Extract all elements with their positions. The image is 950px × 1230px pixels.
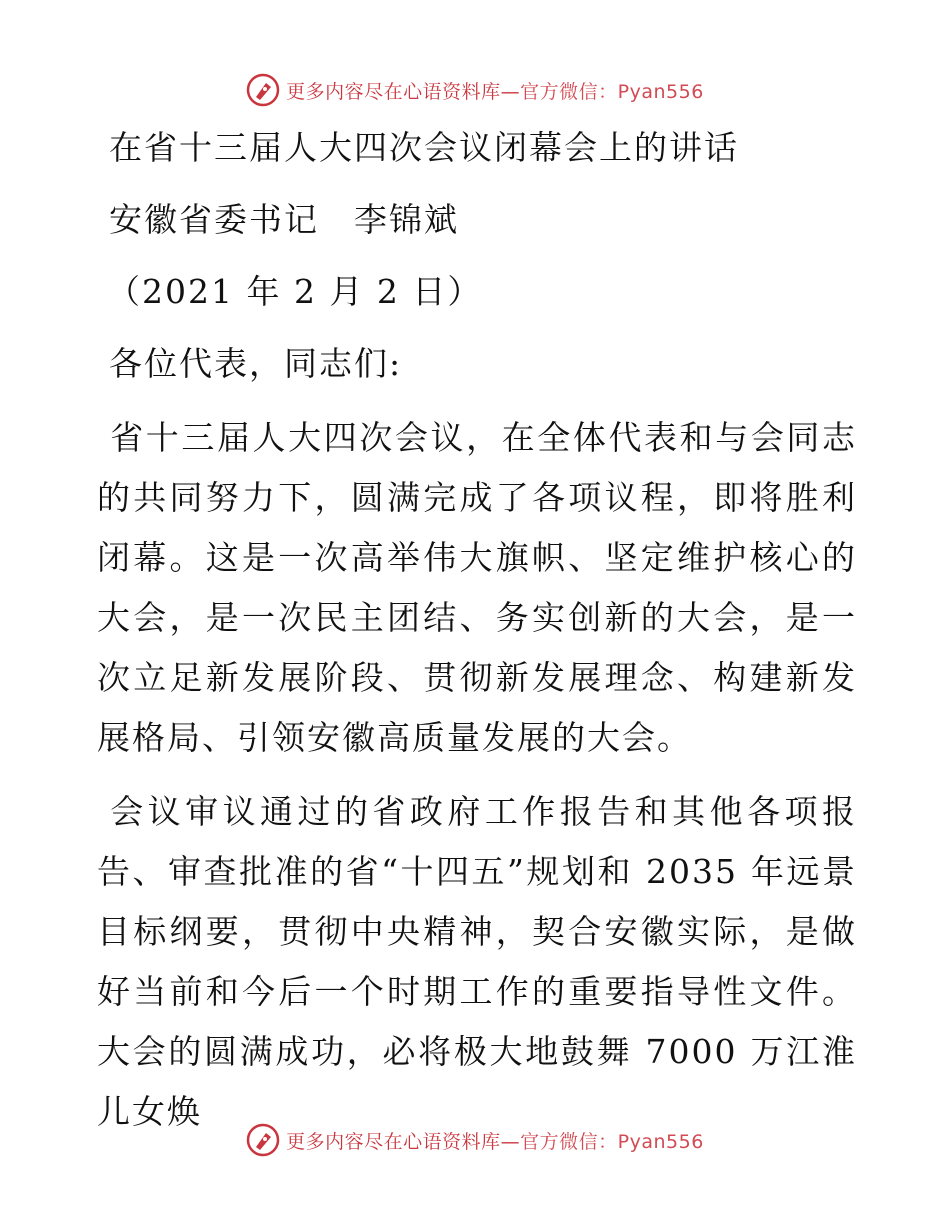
paragraph: 省十三届人大四次会议，在全体代表和与会同志的共同努力下，圆满完成了各项议程，即将胜利闭幕。这是一次高举伟大旗帜、坚定维护核心的大会，是一次民主团结、务实创新的大会，是一次立足新发展阶段、贯彻新发展理念、构建新发展格局、引领安徽高质量发展的大会。: [97, 418, 857, 757]
header-watermark: [0, 70, 950, 110]
document-author: 安徽省委书记 李锦斌: [109, 200, 459, 239]
document-title: 在省十三届人大四次会议闭幕会上的讲话: [109, 128, 739, 167]
watermark-text: 更多内容尽在心语资料库—官方微信：Pyan556: [286, 1130, 704, 1153]
footer-watermark: [0, 1120, 950, 1160]
document-salutation: 各位代表，同志们:: [109, 344, 403, 383]
document-date: （2021 年 2 月 2 日）: [107, 272, 483, 311]
document-body: [97, 118, 857, 1142]
pen-nib-logo-icon: [246, 73, 280, 107]
paragraph: 会议审议通过的省政府工作报告和其他各项报告、审查批准的省“十四五”规划和 2035 年远景目标纲要，贯彻中央精神，契合安徽实际，是做好当前和今后一个时期工作的重要指导性文件。大会的圆满成功，必将极大地鼓舞 7000 万江淮儿女焕: [97, 792, 857, 1131]
watermark-text: 更多内容尽在心语资料库—官方微信：Pyan556: [286, 80, 704, 103]
pen-nib-logo-icon: [246, 1123, 280, 1157]
